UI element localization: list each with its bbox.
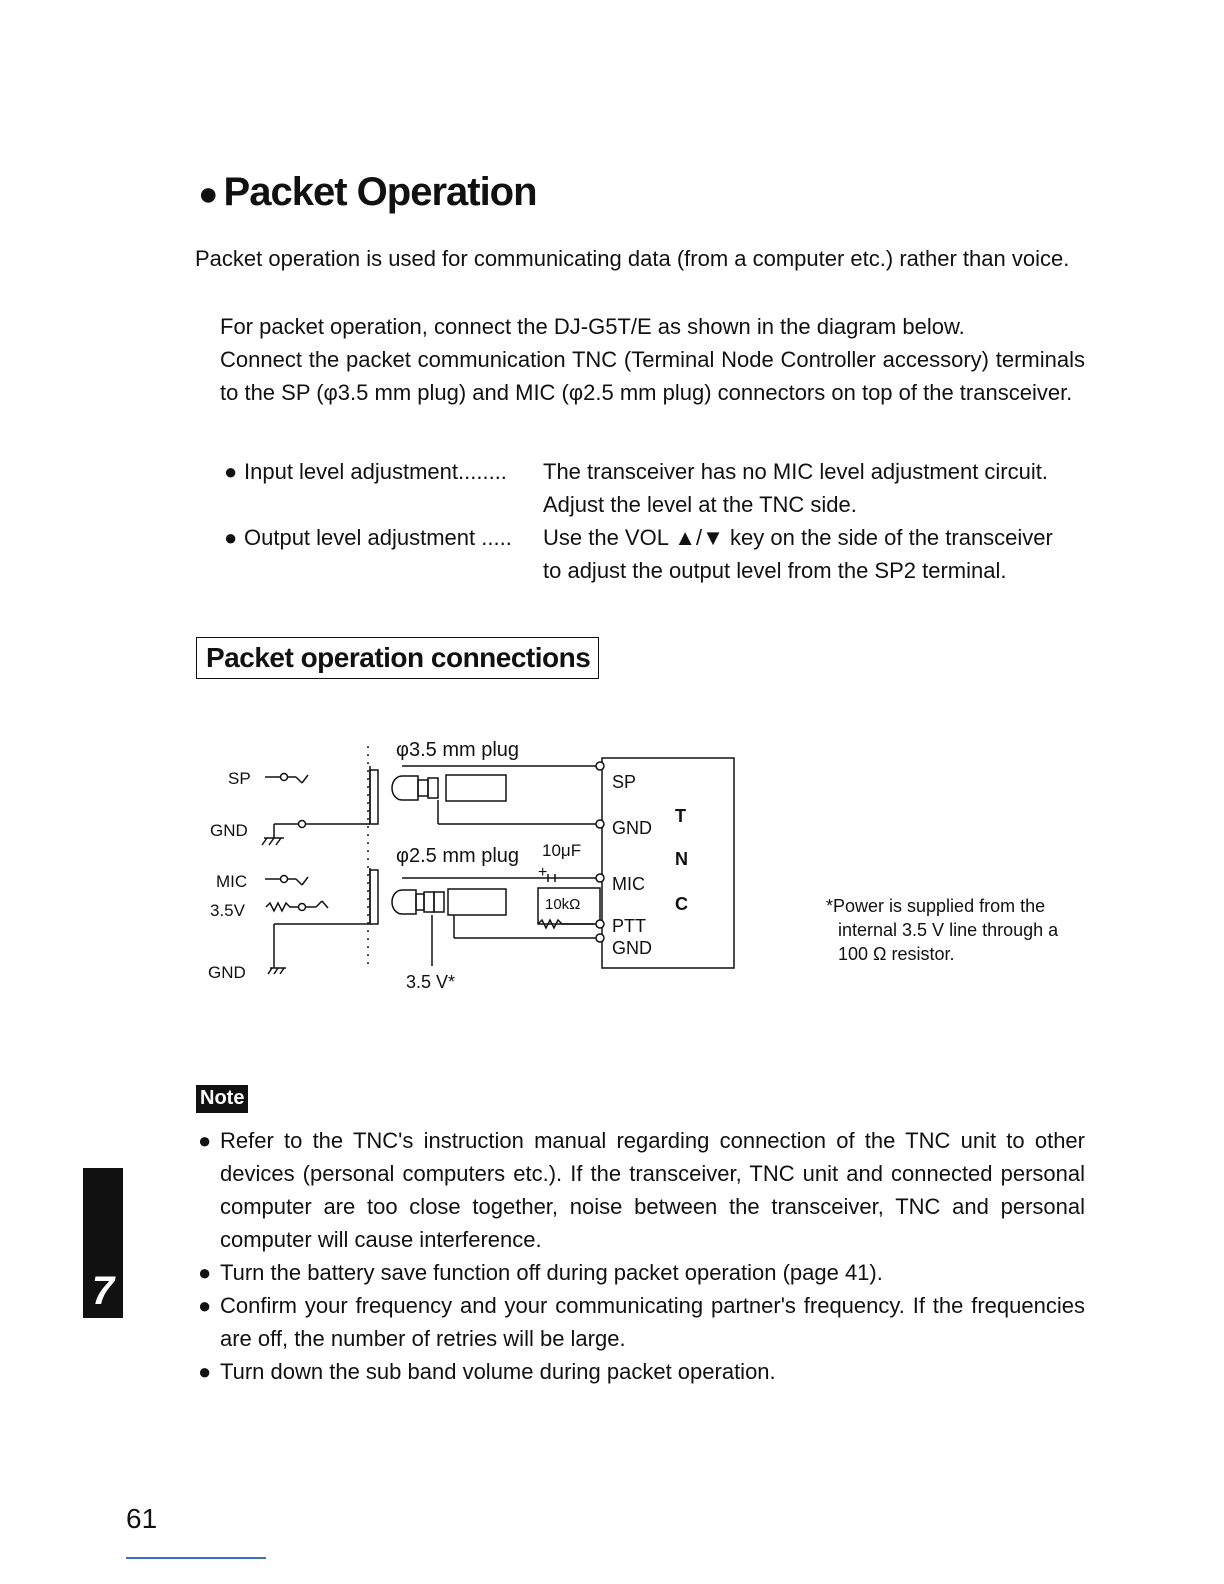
- adjustment-desc-line: The transceiver has no MIC level adjustment circuit.: [543, 459, 1048, 484]
- tnc-letter: C: [675, 894, 688, 914]
- note-text: Confirm your frequency and your communicating partner's frequency. If the frequencies are off, the number of retries will be large.: [220, 1293, 1085, 1351]
- resistor-label: 10kΩ: [545, 896, 581, 913]
- tnc-pin-ptt: PTT: [612, 916, 646, 936]
- note-item: [198, 1124, 1085, 1256]
- instruction-line-1: For packet operation, connect the DJ-G5T/E as shown in the diagram below.: [220, 314, 965, 339]
- instructions: [220, 310, 1085, 409]
- adjustment-output-label: [224, 521, 512, 554]
- tnc-pin-mic: MIC: [612, 874, 645, 894]
- note-badge: Note: [196, 1085, 248, 1113]
- adjustment-input-desc: [543, 455, 1048, 521]
- bullet: ●: [224, 459, 238, 484]
- bullet: ●: [198, 1293, 212, 1318]
- bullet: ●: [198, 1359, 212, 1384]
- footnote-line: *Power is supplied from the: [826, 896, 1046, 916]
- bottom-rule: [126, 1557, 266, 1559]
- adjustment-label: Input level adjustment........: [244, 459, 507, 484]
- plug-3-5mm-label: φ3.5 mm plug: [396, 739, 520, 761]
- adjustment-output-desc: [543, 521, 1053, 587]
- section-heading: Packet operation connections: [196, 637, 599, 679]
- label-gnd-1: GND: [210, 821, 248, 840]
- instruction-line-2: Connect the packet communication TNC (Terminal Node Controller accessory) terminals to the SP (φ3.5 mm plug) and MIC (φ2.5 mm plug) connectors on top of the transceiver.: [220, 347, 1085, 405]
- footnote-line: internal 3.5 V line through a: [838, 920, 1059, 940]
- tnc-pin-sp: SP: [612, 772, 637, 792]
- adjustment-desc-line: Adjust the level at the TNC side.: [543, 492, 857, 517]
- footnote-line: 100 Ω resistor.: [838, 944, 955, 964]
- note-list: [198, 1124, 1085, 1388]
- footnote: [826, 894, 1058, 966]
- capacitor-plus: +: [538, 864, 548, 881]
- note-text: Turn down the sub band volume during packet operation.: [220, 1359, 776, 1384]
- page-number: 61: [126, 1503, 158, 1534]
- label-sp: SP: [228, 769, 251, 788]
- supply-label: 3.5 V*: [406, 972, 456, 992]
- bullet: ●: [198, 1260, 212, 1285]
- title-text: Packet Operation: [223, 170, 537, 214]
- bullet: ●: [224, 525, 238, 550]
- page-title: [198, 170, 537, 215]
- note-item: [198, 1289, 1085, 1355]
- tnc-letter: T: [675, 806, 686, 826]
- note-text: Turn the battery save function off during packet operation (page 41).: [220, 1260, 883, 1285]
- label-3-5v: 3.5V: [210, 901, 245, 920]
- note-item: [198, 1355, 1085, 1388]
- label-mic: MIC: [216, 872, 248, 891]
- intro-paragraph: Packet operation is used for communicating data (from a computer etc.) rather than voice.: [195, 246, 1070, 271]
- adjustment-desc-line: to adjust the output level from the SP2 terminal.: [543, 558, 1007, 583]
- label-gnd-2: GND: [208, 963, 246, 982]
- tnc-pin-gnd-1: GND: [612, 818, 652, 838]
- adjustment-desc-line: Use the VOL ▲/▼ key on the side of the transceiver: [543, 525, 1053, 550]
- bullet: ●: [198, 1128, 212, 1153]
- adjustment-input-label: [224, 455, 507, 488]
- note-item: [198, 1256, 1085, 1289]
- adjustment-label: Output level adjustment .....: [244, 525, 512, 550]
- chapter-tab-number: 7: [91, 1269, 115, 1313]
- title-bullet: ●: [198, 175, 218, 213]
- connection-diagram: [190, 728, 750, 998]
- tnc-letter: N: [675, 849, 688, 869]
- capacitor-label: 10μF: [542, 841, 582, 860]
- plug-2-5mm-label: φ2.5 mm plug: [396, 845, 520, 867]
- tnc-pin-gnd-2: GND: [612, 938, 652, 958]
- note-text: Refer to the TNC's instruction manual regarding connection of the TNC unit to other devices (personal computers etc.). If the transceiver, TNC unit and connected personal computer are too close together, noise between the transceiver, TNC and personal computer will cause interference.: [220, 1128, 1085, 1252]
